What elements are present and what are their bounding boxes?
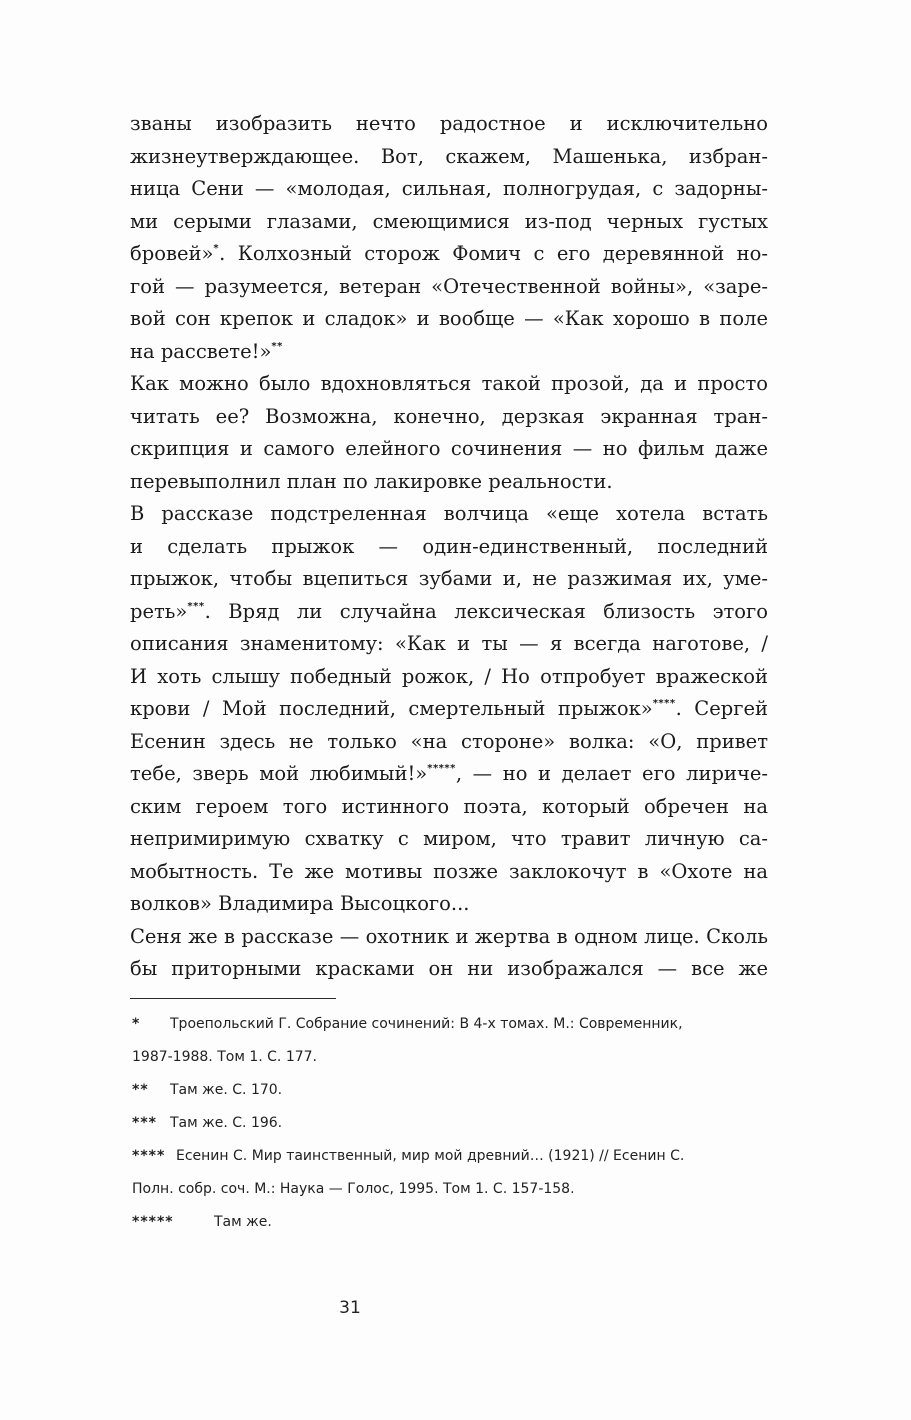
- text-line: и сделать прыжок — один-единственный, последний: [130, 534, 768, 558]
- text-line: ница Сени — «молодая, сильная, полногрудая, с задорны-: [130, 177, 768, 200]
- text-line: ским героем того истинного поэта, который обречен на: [130, 794, 768, 818]
- footnote-continuation: [132, 1173, 772, 1206]
- text-line: читать ее? Возможна, конечно, дерзкая экранная тран-: [130, 404, 768, 428]
- text-line: бы приторными красками он ни изображался — все же: [130, 957, 768, 980]
- footnote-text: Там же. С. 196.: [170, 1115, 283, 1131]
- footnotes: [132, 1008, 772, 1239]
- text-line: [130, 758, 768, 791]
- footnote-mark: ****: [132, 1148, 166, 1164]
- footnote-ref: **: [271, 340, 283, 352]
- footnote: [132, 1074, 772, 1107]
- footnote: [132, 1140, 772, 1173]
- page-number: 31: [339, 1298, 361, 1318]
- text-segment: . Вряд ли случайна лексическая близость этого: [204, 599, 768, 623]
- text-line: скрипция и самого елейного сочинения — но фильм даже: [130, 437, 768, 460]
- footnote-continuation: [132, 1041, 772, 1074]
- text-line: И хоть слышу победный рожок, / Но отпробует вражеской: [130, 664, 768, 688]
- footnote-text: 1987-1988. Том 1. С. 177.: [132, 1049, 317, 1065]
- text-line: Сеня же в рассказе — охотник и жертва в одном лице. Сколь: [130, 924, 768, 948]
- footnote-text: Там же. С. 170.: [170, 1082, 283, 1098]
- text-line: Есенин здесь не только «на стороне» волка: «О, привет: [130, 729, 768, 753]
- text-segment: реть»: [130, 599, 188, 623]
- text-line: жизнеутверждающее. Вот, скажем, Машенька, избран-: [130, 144, 768, 168]
- footnote-ref: ****: [652, 698, 676, 709]
- text-segment: , — но и делает его лириче-: [455, 762, 768, 785]
- footnote-text: Полн. собр. соч. М.: Наука — Голос, 1995. Том 1. С. 157-158.: [132, 1181, 575, 1197]
- footnote-mark: **: [132, 1082, 149, 1098]
- text-line: [130, 238, 768, 271]
- footnote-ref: *****: [427, 763, 456, 774]
- body-text: [130, 108, 768, 986]
- footnote-text: Троепольский Г. Собрание сочинений: В 4-х томах. М.: Современник,: [170, 1016, 683, 1032]
- text-line: званы изобразить нечто радостное и исключительно: [130, 112, 768, 135]
- footnote-ref: *: [213, 243, 220, 254]
- text-line: волков» Владимира Высоцкого...: [130, 892, 470, 915]
- text-line: мобытность. Те же мотивы позже заклокочут в «Охоте на: [130, 859, 768, 883]
- text-segment: крови / Мой последний, смертельный прыжок»: [130, 697, 653, 720]
- text-line: [130, 336, 768, 369]
- footnote-text: Есенин С. Мир таинственный, мир мой древний… (1921) // Есенин С.: [176, 1148, 685, 1164]
- text-line: прыжок, чтобы вцепиться зубами и, не разжимая их, уме-: [130, 567, 768, 590]
- text-line: [130, 596, 768, 629]
- footnote-ref: ***: [187, 600, 205, 612]
- footnote-divider: [130, 998, 336, 999]
- text-segment: бровей»: [130, 242, 214, 265]
- text-line: непримиримую схватку с миром, что травит личную са-: [130, 827, 768, 850]
- footnote-mark: ***: [132, 1115, 157, 1131]
- text-line: [130, 693, 768, 726]
- text-segment: . Колхозный сторож Фомич с его деревянной но-: [219, 242, 768, 265]
- footnote-mark: *: [132, 1016, 141, 1032]
- text-segment: тебе, зверь мой любимый!»: [130, 762, 428, 785]
- text-segment: . Сергей: [675, 697, 769, 720]
- text-line: ми серыми глазами, смеющимися из-под черных густых: [130, 209, 768, 233]
- text-segment: на рассвете!»: [130, 339, 272, 363]
- text-line: гой — разумеется, ветеран «Отечественной войны», «заре-: [130, 274, 768, 298]
- text-line: описания знаменитому: «Как и ты — я всегда наготове, /: [130, 632, 768, 655]
- text-line: В рассказе подстреленная волчица «еще хотела встать: [130, 502, 768, 525]
- text-line: вой сон крепок и сладок» и вообще — «Как хорошо в поле: [130, 307, 768, 330]
- text-line: перевыполнил план по лакировке реальности.: [130, 469, 613, 493]
- footnote-text: Там же.: [214, 1214, 272, 1230]
- text-line: Как можно было вдохновляться такой прозой, да и просто: [130, 372, 768, 395]
- footnote: [132, 1008, 772, 1041]
- footnote: [132, 1107, 772, 1140]
- footnote-mark: *****: [132, 1214, 174, 1230]
- footnote: [132, 1206, 772, 1239]
